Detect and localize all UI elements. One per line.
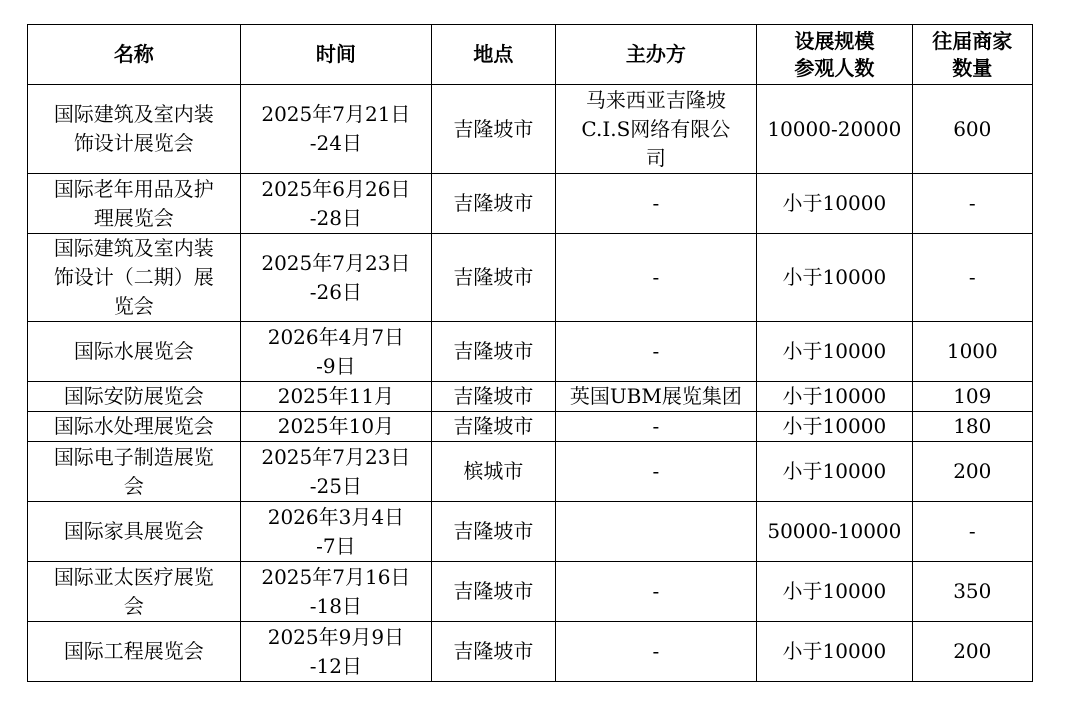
cell-organizer: -	[555, 234, 757, 322]
cell-scale: 小于10000	[757, 562, 912, 622]
cell-name: 国际建筑及室内装 饰设计（二期）展 览会	[28, 234, 241, 322]
cell-scale: 10000-20000	[757, 85, 912, 174]
cell-time: 2025年7月23日 -26日	[240, 234, 432, 322]
cell-name: 国际安防展览会	[28, 382, 241, 412]
cell-organizer: 英国UBM展览集团	[555, 382, 757, 412]
table-row	[28, 622, 1033, 682]
cell-location: 吉隆坡市	[432, 85, 555, 174]
cell-organizer: -	[555, 622, 757, 682]
header-exhibitors: 往届商家 数量	[912, 25, 1032, 85]
cell-location: 吉隆坡市	[432, 322, 555, 382]
cell-location: 槟城市	[432, 442, 555, 502]
cell-location: 吉隆坡市	[432, 234, 555, 322]
cell-organizer: -	[555, 174, 757, 234]
cell-organizer: 马来西亚吉隆坡 C.I.S网络有限公 司	[555, 85, 757, 174]
cell-name: 国际工程展览会	[28, 622, 241, 682]
cell-exhibitors: -	[912, 502, 1032, 562]
cell-scale: 50000-10000	[757, 502, 912, 562]
cell-organizer: -	[555, 562, 757, 622]
cell-scale: 小于10000	[757, 442, 912, 502]
cell-exhibitors: 1000	[912, 322, 1032, 382]
cell-location: 吉隆坡市	[432, 174, 555, 234]
header-time: 时间	[240, 25, 432, 85]
cell-exhibitors: 109	[912, 382, 1032, 412]
cell-location: 吉隆坡市	[432, 562, 555, 622]
cell-scale: 小于10000	[757, 382, 912, 412]
cell-exhibitors: 600	[912, 85, 1032, 174]
cell-organizer: -	[555, 412, 757, 442]
cell-name: 国际家具展览会	[28, 502, 241, 562]
cell-scale: 小于10000	[757, 622, 912, 682]
cell-name: 国际建筑及室内装 饰设计展览会	[28, 85, 241, 174]
cell-scale: 小于10000	[757, 234, 912, 322]
cell-name: 国际水展览会	[28, 322, 241, 382]
cell-name: 国际水处理展览会	[28, 412, 241, 442]
cell-time: 2025年9月9日 -12日	[240, 622, 432, 682]
cell-time: 2025年7月21日 -24日	[240, 85, 432, 174]
header-organizer: 主办方	[555, 25, 757, 85]
cell-exhibitors: -	[912, 174, 1032, 234]
exhibition-table	[27, 24, 1033, 682]
cell-time: 2025年6月26日 -28日	[240, 174, 432, 234]
cell-organizer: -	[555, 442, 757, 502]
cell-name: 国际电子制造展览 会	[28, 442, 241, 502]
cell-exhibitors: 200	[912, 622, 1032, 682]
cell-organizer	[555, 502, 757, 562]
header-name: 名称	[28, 25, 241, 85]
cell-location: 吉隆坡市	[432, 382, 555, 412]
table-row	[28, 234, 1033, 322]
table-row	[28, 502, 1033, 562]
cell-location: 吉隆坡市	[432, 502, 555, 562]
cell-scale: 小于10000	[757, 322, 912, 382]
header-location: 地点	[432, 25, 555, 85]
cell-exhibitors: 350	[912, 562, 1032, 622]
cell-organizer: -	[555, 322, 757, 382]
table-row	[28, 85, 1033, 174]
cell-time: 2025年7月16日 -18日	[240, 562, 432, 622]
header-scale: 设展规模 参观人数	[757, 25, 912, 85]
cell-time: 2026年3月4日 -7日	[240, 502, 432, 562]
header-row	[28, 25, 1033, 85]
cell-exhibitors: 200	[912, 442, 1032, 502]
cell-name: 国际老年用品及护 理展览会	[28, 174, 241, 234]
cell-time: 2025年7月23日 -25日	[240, 442, 432, 502]
cell-scale: 小于10000	[757, 412, 912, 442]
table-row	[28, 412, 1033, 442]
cell-time: 2025年11月	[240, 382, 432, 412]
cell-name: 国际亚太医疗展览 会	[28, 562, 241, 622]
cell-scale: 小于10000	[757, 174, 912, 234]
table-row	[28, 174, 1033, 234]
table-row	[28, 382, 1033, 412]
table-row	[28, 442, 1033, 502]
cell-time: 2025年10月	[240, 412, 432, 442]
cell-exhibitors: -	[912, 234, 1032, 322]
table-row	[28, 322, 1033, 382]
table-row	[28, 562, 1033, 622]
cell-time: 2026年4月7日 -9日	[240, 322, 432, 382]
cell-exhibitors: 180	[912, 412, 1032, 442]
cell-location: 吉隆坡市	[432, 622, 555, 682]
cell-location: 吉隆坡市	[432, 412, 555, 442]
